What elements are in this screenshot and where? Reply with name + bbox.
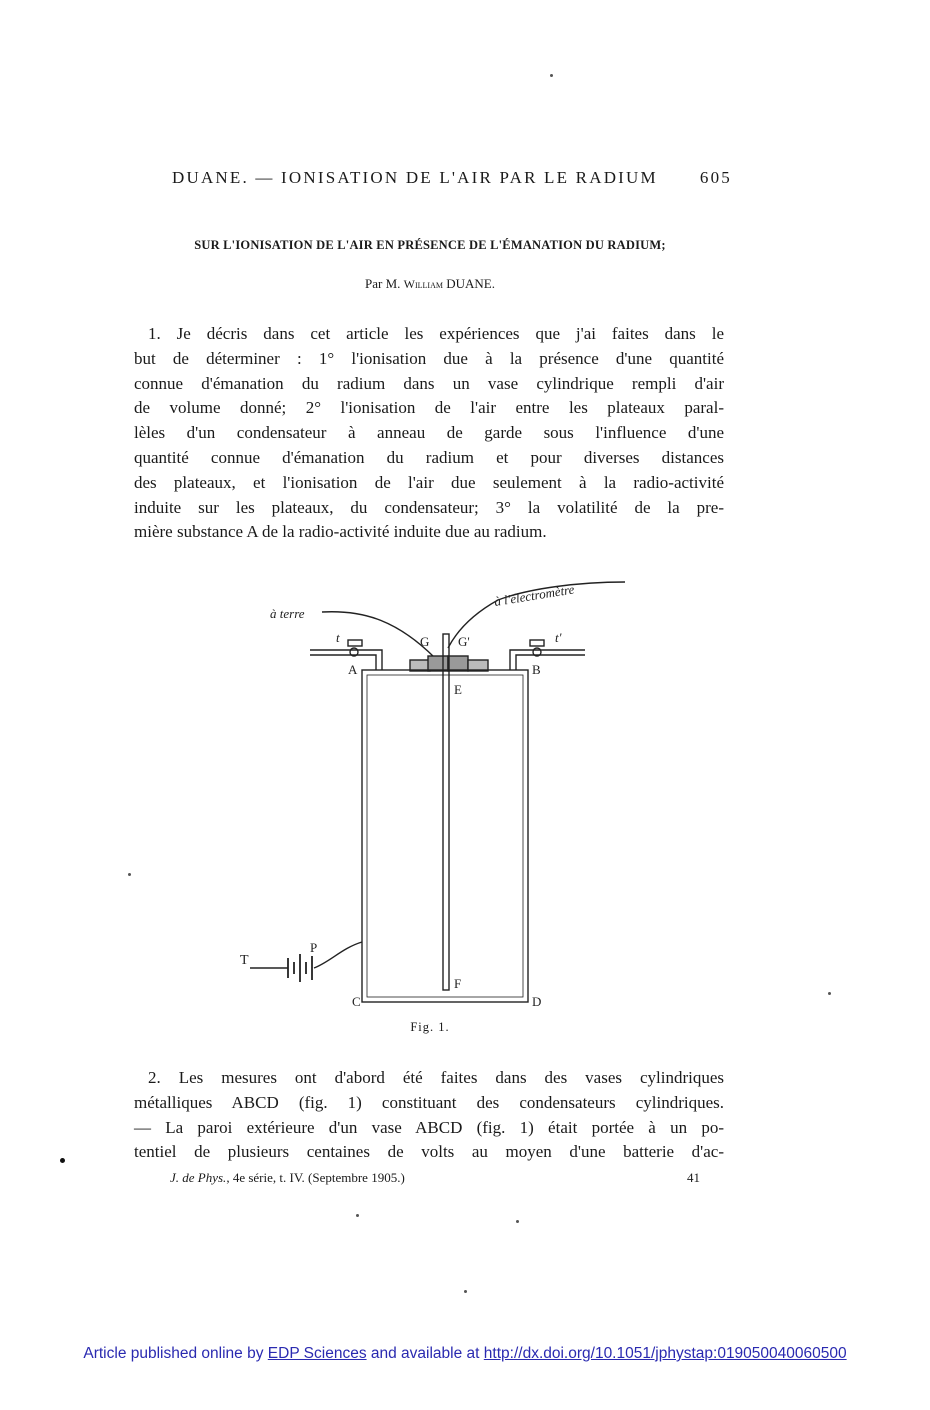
- paragraph-line: quantité connue d'émanation du radium et pour diverses distances: [134, 447, 724, 467]
- sheet-number: 41: [687, 1170, 700, 1185]
- publisher-notice: [0, 1345, 930, 1363]
- paragraph-2: [134, 1066, 724, 1165]
- running-head: [172, 168, 732, 188]
- right-inlet-tube-inner: [516, 655, 585, 670]
- running-head-title: DUANE. — IONISATION DE L'AIR PAR LE RADIUM: [172, 168, 658, 187]
- label-A: A: [348, 662, 358, 677]
- stopcock-t-prime-handle: [530, 640, 544, 646]
- figure-caption: Fig. 1.: [410, 1020, 450, 1034]
- journal-name: J. de Phys.: [170, 1170, 227, 1185]
- paragraph-line: [134, 1066, 724, 1091]
- scan-speck: [516, 1220, 519, 1223]
- label-terre: à terre: [270, 606, 305, 621]
- figure-apparatus-diagram: [230, 570, 650, 1015]
- vessel-outer-wall: [362, 670, 528, 1002]
- paragraph-line: lèles d'un condensateur à anneau de garde sous l'influence d'une: [134, 423, 724, 443]
- byline-firstname: William: [403, 277, 443, 291]
- label-electrometre: à l'électromètre: [493, 581, 576, 609]
- scan-speck: [128, 873, 131, 876]
- paragraph-line: connue d'émanation du radium dans un vase cylindrique rempli d'air: [134, 373, 724, 393]
- line-text: 1. Je décris dans cet article les expériences que j'ai faites dans le: [148, 324, 724, 343]
- paragraph-line: induite sur les plateaux, du condensateur; 3° la volatilité de la pre-: [134, 497, 724, 517]
- label-G: G: [420, 634, 430, 649]
- left-inlet-tube: [310, 650, 382, 670]
- scan-speck: [60, 1158, 65, 1163]
- doi-link[interactable]: http://dx.doi.org/10.1051/jphystap:019050040060500: [483, 1345, 847, 1362]
- battery-cells: [288, 954, 312, 982]
- label-P: P: [310, 940, 318, 955]
- scan-speck: [828, 992, 831, 995]
- battery-lead-P: [314, 942, 362, 968]
- paragraph-line: [134, 322, 724, 347]
- label-t: t: [336, 630, 340, 645]
- central-electrode-rod: [443, 634, 449, 990]
- paragraph-line: métalliques ABCD (fig. 1) constituant des condensateurs cylindriques.: [134, 1092, 724, 1112]
- byline-prefix: Par M.: [365, 276, 401, 291]
- paragraph-line: mière substance A de la radio-activité induite due au radium.: [134, 522, 547, 542]
- paragraph-line: — La paroi extérieure d'un vase ABCD (fig. 1) était portée à un po-: [134, 1117, 724, 1137]
- byline-surname: DUANE.: [446, 276, 495, 291]
- label-E: E: [454, 682, 462, 697]
- journal-footnote: [170, 1170, 700, 1186]
- article-title: SUR L'IONISATION DE L'AIR EN PRÉSENCE DE L'ÉMANATION DU RADIUM;: [194, 238, 666, 252]
- label-C: C: [352, 994, 361, 1009]
- paragraph-line: tentiel de plusieurs centaines de volts au moyen d'une batterie d'ac-: [134, 1142, 724, 1162]
- scan-speck: [356, 1214, 359, 1217]
- label-t-prime: t': [555, 630, 562, 645]
- publisher-link[interactable]: EDP Sciences: [267, 1345, 367, 1362]
- page-number: 605: [699, 168, 732, 187]
- guard-ring-G-prime: [448, 656, 468, 671]
- label-D: D: [532, 994, 542, 1009]
- paragraph-line: but de déterminer : 1° l'ionisation due à la présence d'une quantité: [134, 348, 724, 368]
- label-G-prime: G': [458, 634, 470, 649]
- paragraph-line: de volume donné; 2° l'ionisation de l'air entre les plateaux paral-: [134, 398, 724, 418]
- scan-speck: [550, 74, 553, 77]
- label-B: B: [532, 662, 541, 677]
- label-T: T: [240, 953, 249, 968]
- right-inlet-tube: [510, 650, 585, 670]
- publisher-middle: and available at: [370, 1345, 480, 1362]
- vessel-inner-wall: [367, 675, 523, 997]
- paragraph-1: [134, 322, 724, 545]
- publisher-prefix: Article published online by: [83, 1345, 264, 1362]
- stopcock-t-handle: [348, 640, 362, 646]
- journal-citation: [170, 1170, 405, 1186]
- line-text: 2. Les mesures ont d'abord été faites dans des vases cylindriques: [148, 1068, 724, 1087]
- paragraph-line: des plateaux, et l'ionisation de l'air due seulement à la radio-activité: [134, 472, 724, 492]
- scan-speck: [464, 1290, 467, 1293]
- byline: [150, 276, 710, 292]
- left-inlet-tube-inner: [310, 655, 376, 670]
- journal-details: , 4e série, t. IV. (Septembre 1905.): [226, 1170, 405, 1185]
- guard-ring-G: [428, 656, 448, 671]
- label-F: F: [454, 976, 462, 991]
